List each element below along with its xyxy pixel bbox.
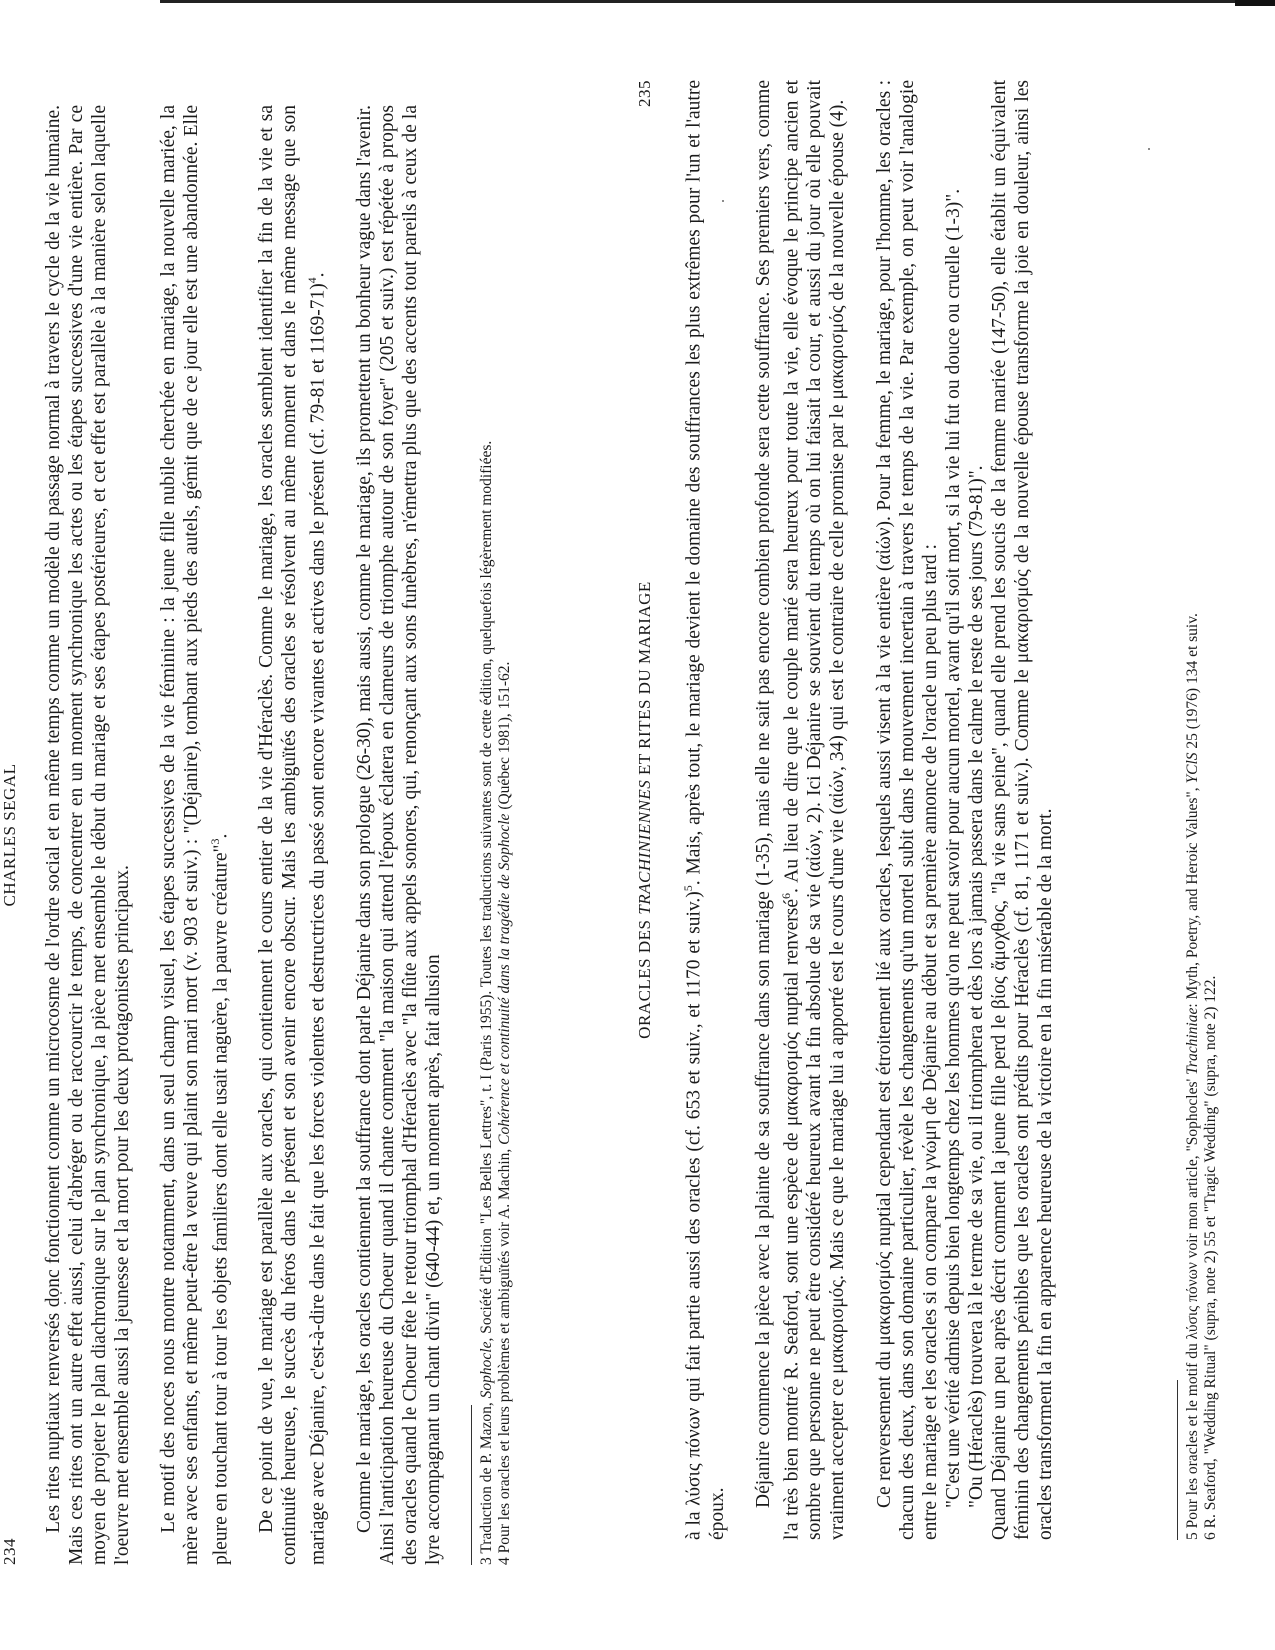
footnote-divider	[471, 1405, 472, 1565]
left-page	[0, 105, 598, 1565]
footnote-ref: 3	[207, 838, 222, 845]
paragraph: De ce point de vue, le mariage est parallèle aux oracles, qui contiennent le cours entier de la vie d'Héraclès. Comme le mariage, les oracles semblent identifier la fin de la vie et sa continuité heureuse, le succès du héros dans le présent et son avenir encore obscur. Mais les ambiguïtés des oracles se résolvent au même moment et dans le même message que son mariage avec Déjanire, c'est-à-dire dans le fait que les forces violentes et destructrices du passé sont encore vivantes et actives dans le présent (cf. 79-81 et 1169-71)$^4$.	[256, 105, 329, 1565]
paragraph: Le motif des noces nous montre notamment, dans un seul champ visuel, les étapes successives de la vie féminine : la jeune fille nubile cherchée en mariage, la nouvelle mariée, la mère avec ses enfants, et même peut-être la veuve qui plaint son mari mort (v. 903 et suiv.) : "(Déjanire), tombant aux pieds des autels, gémit que de ce jour elle est une abandonnée. Elle pleure en touchant tour à tour les objets familiers dont elle usait naguère, la pauvre créature"$^3$.	[158, 105, 232, 1565]
quotation: "C'est une vérité admise depuis bien longtemps chez les hommes qu'on ne peut savoir pour aucun mortel, avant qu'il soit mort, si la vie lui fut ou douce ou cruelle (1-3)".	[942, 188, 964, 1508]
running-head: ORACLES DES TRACHINIENNES ET RITES DU MARIAGE	[635, 581, 654, 1039]
scan-corner-mark	[1235, 0, 1275, 6]
page-number: 234	[0, 1538, 19, 1565]
paragraph: Les rites nuptiaux renversés donc fonctionnent comme un microcosme de l'ordre social et en même temps comme un modèle du passage normal à travers le cycle de la vie humaine. Mais ces rites ont un autre effet aussi, celui d'abréger ou de raccourcir le temps, de concentrer en un moment synchronique les actes ou les étapes successives d'une vie entière. Par ce moyen de projeter le plan diachronique sur le plan synchronique, la pièce met ensemble le début du mariage et ses étapes postérieures, et cet effet est parallèle à la manière selon laquelle l'oeuvre met ensemble aussi la jeunesse et la mort pour les deux protagonistes principaux.	[43, 105, 134, 1565]
running-head: CHARLES SEGAL	[0, 763, 19, 907]
scan-top-border	[160, 0, 1240, 3]
paragraph: Déjanire commence la pièce avec la plainte de sa souffrance dans son mariage (1-35), mais elle ne sait pas encore combien profonde sera cette souffrance. Ses premiers vers, comme l'a très bien montré R. Seaford, sont une espèce de μακαρισμός nuptial renversé$^6$. Au lieu de dire que le couple marié sera heureux pour toute la vie, elle évoque le principe ancien et sombre que personne ne peut être considéré heureux avant la fin absolue de sa vie (αἰών, 2). Ici Déjanire se souvient du temps où on lui faisait la cour, et aussi du jour où elle pouvait vraiment accepter ce μακαρισμός. Mais ce que le mariage lui a apporté est le cours d'une vie (αἰών, 34) qui est le contraire de celle promise par le μακαρισμός de la nouvelle épouse (4).	[752, 80, 849, 1540]
footnote: 3 Traduction de P. Mazon, Sophocle, Société d'Edition "Les Belles Lettres", t. I (Paris 1955). Toutes les traductions suivantes sont de cette édition, quelquefois légèrement modifiées.	[478, 440, 496, 1565]
paragraph: Ce renversement du μακαρισμός nuptial cependant est étroitement lié aux oracles, lesquels aussi visent à la vie entière (αἰών). Pour la femme, le mariage, pour l'homme, les oracles : chacun des deux, dans son domaine particulier, révèle les changements qu'un mortel subit dans le mouvement incertain à travers le temps de la vie. Par exemple, on peut voir l'analogie entre le mariage et les oracles si on compare la γνώμη de Déjanire au début et sa première annonce de l'oracle un peu plus tard :	[873, 80, 941, 1540]
paragraph: Quand Déjanire un peu après décrit comment la jeune fille perd le βίος ἄμοχθος, "la vie sans peine", quand elle prend les soucis de la femme mariée (147-50), elle établit un équivalent féminin des changements pénibles que les oracles ont prédits pour Héraclès (cf. 81, 1171 et suiv.). Comme le μακαρισμός de la nouvelle épouse transforme la joie en douleur, ainsi les oracles transforment la fin en apparence heureuse de la victoire en la fin misérable de la mort.	[989, 80, 1057, 1540]
left-body-text	[42, 105, 445, 1565]
paragraph: à la λύσις πόνων qui fait partie aussi des oracles (cf. 653 et suiv., et 1170 et suiv.)$^5$. Mais, après tout, le mariage devient le domaine des souffrances les plus extrêmes pour l'un et l'autre époux.	[681, 80, 728, 1540]
footnote: 6 R. Seaford, "Wedding Ritual" (supra, note 2) 55 et "Tragic Wedding" (supra, note 2) 122.	[1202, 975, 1220, 1540]
page-number: 235	[635, 80, 654, 107]
right-page	[633, 80, 1233, 1540]
footnote-ref: 5	[681, 885, 695, 892]
footnote-ref: 4	[305, 277, 320, 284]
quotation: "Ou (Héraclès) trouvera là le terme de sa vie, ou il triomphera et dès lors à jamais passera dans le calme le reste de ses jours (79-81)".	[965, 465, 987, 1508]
footnote: 4 Pour les oracles et leurs problèmes et ambiguïtés voir A. Machin, Cohérence et continuité dans la tragédie de Sophocle (Québec 1981), 151-62.	[496, 661, 514, 1565]
paragraph: Comme le mariage, les oracles contiennent la souffrance dont parle Déjanire dans son prologue (26-30), mais aussi, comme le mariage, ils promettent un bonheur vague dans l'avenir. Ainsi l'anticipation heureuse du Choeur quand il chante comment "la maison qui attend l'époux éclatera en clameurs de triomphe autour de son foyer" (205 et suiv.) est répétée à propos des oracles quand le Choeur fête le retour triomphal d'Héraclès avec "la flûte aux appels sonores, qui, renonçant aux sons funèbres, n'émettra plus que des accents tout pareils à ceux de la lyre accompagnant un chant divin" (640-44) et, un moment après, fait allusion	[353, 105, 445, 1565]
right-page-header	[633, 80, 663, 1540]
left-page-header	[0, 105, 28, 1565]
footnote: 5 Pour les oracles et le motif du λύσις πόνων voir mon article, "Sophocles' Trachiniae: Myth, Poetry, and Heroic Values", YClS 25 (1976) 134 et suiv.	[1184, 613, 1202, 1540]
footnote-divider	[1177, 1380, 1178, 1540]
footnote-ref: 6	[778, 893, 793, 900]
right-body-text	[677, 80, 1057, 1540]
